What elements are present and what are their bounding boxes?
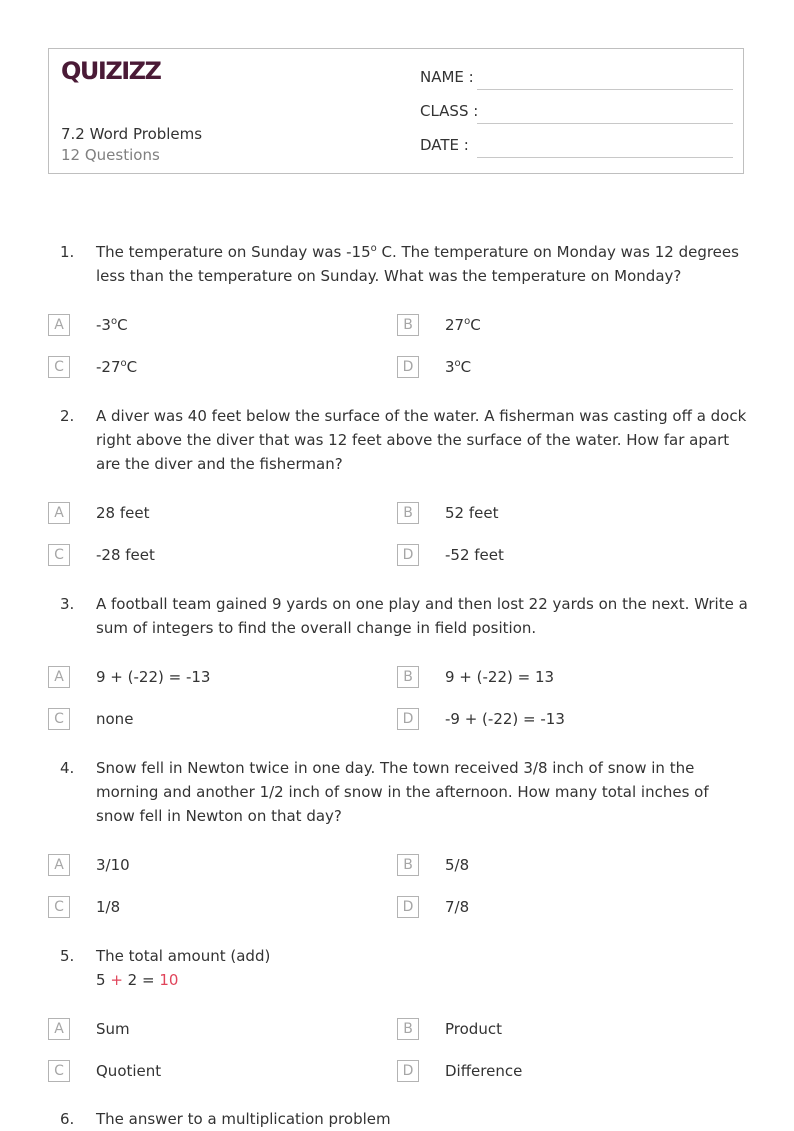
date-line[interactable]: [477, 157, 733, 158]
option-a-text: 28 feet: [96, 504, 150, 522]
option-d-box[interactable]: D: [397, 356, 419, 378]
question-text: The answer to a multiplication problem: [96, 1110, 391, 1128]
option-c-box[interactable]: C: [48, 708, 70, 730]
option-d-text: 7/8: [445, 898, 470, 916]
question-count: 12 Questions: [61, 146, 160, 164]
date-label: DATE :: [420, 136, 469, 154]
option-b-box[interactable]: B: [397, 666, 419, 688]
option-c-box[interactable]: C: [48, 356, 70, 378]
option-a-box[interactable]: A: [48, 314, 70, 336]
option-d-box[interactable]: D: [397, 1060, 419, 1082]
question-number: 3.: [60, 595, 75, 613]
option-d-box[interactable]: D: [397, 708, 419, 730]
option-a-text: 9 + (-22) = -13: [96, 668, 211, 686]
equation: 5 + 2 = 10: [96, 971, 179, 989]
option-b-text: 9 + (-22) = 13: [445, 668, 555, 686]
option-d-box[interactable]: D: [397, 896, 419, 918]
option-b-text: 52 feet: [445, 504, 499, 522]
option-b-box[interactable]: B: [397, 1018, 419, 1040]
option-a-text: -3$^o$C: [96, 316, 128, 334]
option-c-text: Quotient: [96, 1062, 162, 1080]
worksheet-header: [48, 48, 744, 174]
option-a-box[interactable]: A: [48, 666, 70, 688]
question-text: A football team gained 9 yards on one play and then lost 22 yards on the next. Write a sum of integers to find the overall change in field position.: [96, 595, 748, 637]
option-a-box[interactable]: A: [48, 1018, 70, 1040]
option-d-text: 3$^o$C: [445, 358, 472, 376]
class-line[interactable]: [477, 123, 733, 124]
option-a-text: 3/10: [96, 856, 130, 874]
option-c-text: none: [96, 710, 134, 728]
question-number: 4.: [60, 759, 75, 777]
option-d-text: -52 feet: [445, 546, 504, 564]
option-b-text: Product: [445, 1020, 502, 1038]
option-b-text: 5/8: [445, 856, 470, 874]
option-c-text: -27$^o$C: [96, 358, 138, 376]
option-d-box[interactable]: D: [397, 544, 419, 566]
name-line[interactable]: [477, 89, 733, 90]
option-a-box[interactable]: A: [48, 502, 70, 524]
option-c-text: -28 feet: [96, 546, 155, 564]
option-d-text: -9 + (-22) = -13: [445, 710, 565, 728]
option-c-text: 1/8: [96, 898, 121, 916]
class-label: CLASS :: [420, 102, 479, 120]
option-b-box[interactable]: B: [397, 854, 419, 876]
worksheet-title: 7.2 Word Problems: [61, 125, 203, 143]
option-d-text: Difference: [445, 1062, 523, 1080]
question-number: 1.: [60, 243, 75, 261]
question-text: A diver was 40 feet below the surface of the water. A fisherman was casting off a dock right above the diver that was 12 feet above the surface of the water. How far apart are the diver and the fisherman?: [96, 407, 747, 473]
option-c-box[interactable]: C: [48, 1060, 70, 1082]
option-c-box[interactable]: C: [48, 544, 70, 566]
question-number: 6.: [60, 1110, 75, 1128]
option-a-text: Sum: [96, 1020, 130, 1038]
question-number: 5.: [60, 947, 75, 965]
question-text: The temperature on Sunday was -15$^o$ C. The temperature on Monday was 12 degrees less than the temperature on Sunday. What was the temperature on Monday?: [96, 243, 739, 285]
option-c-box[interactable]: C: [48, 896, 70, 918]
name-label: NAME :: [420, 68, 474, 86]
option-b-text: 27$^o$C: [445, 316, 481, 334]
quizizz-logo: QUIZIZZ: [61, 57, 161, 85]
option-b-box[interactable]: B: [397, 502, 419, 524]
option-b-box[interactable]: B: [397, 314, 419, 336]
option-a-box[interactable]: A: [48, 854, 70, 876]
question-number: 2.: [60, 407, 75, 425]
question-text: Snow fell in Newton twice in one day. The town received 3/8 inch of snow in the morning and another 1/2 inch of snow in the afternoon. How many total inches of snow fell in Newton on that day?: [96, 759, 709, 825]
question-text: The total amount (add) 5 + 2 = 10: [96, 944, 748, 992]
